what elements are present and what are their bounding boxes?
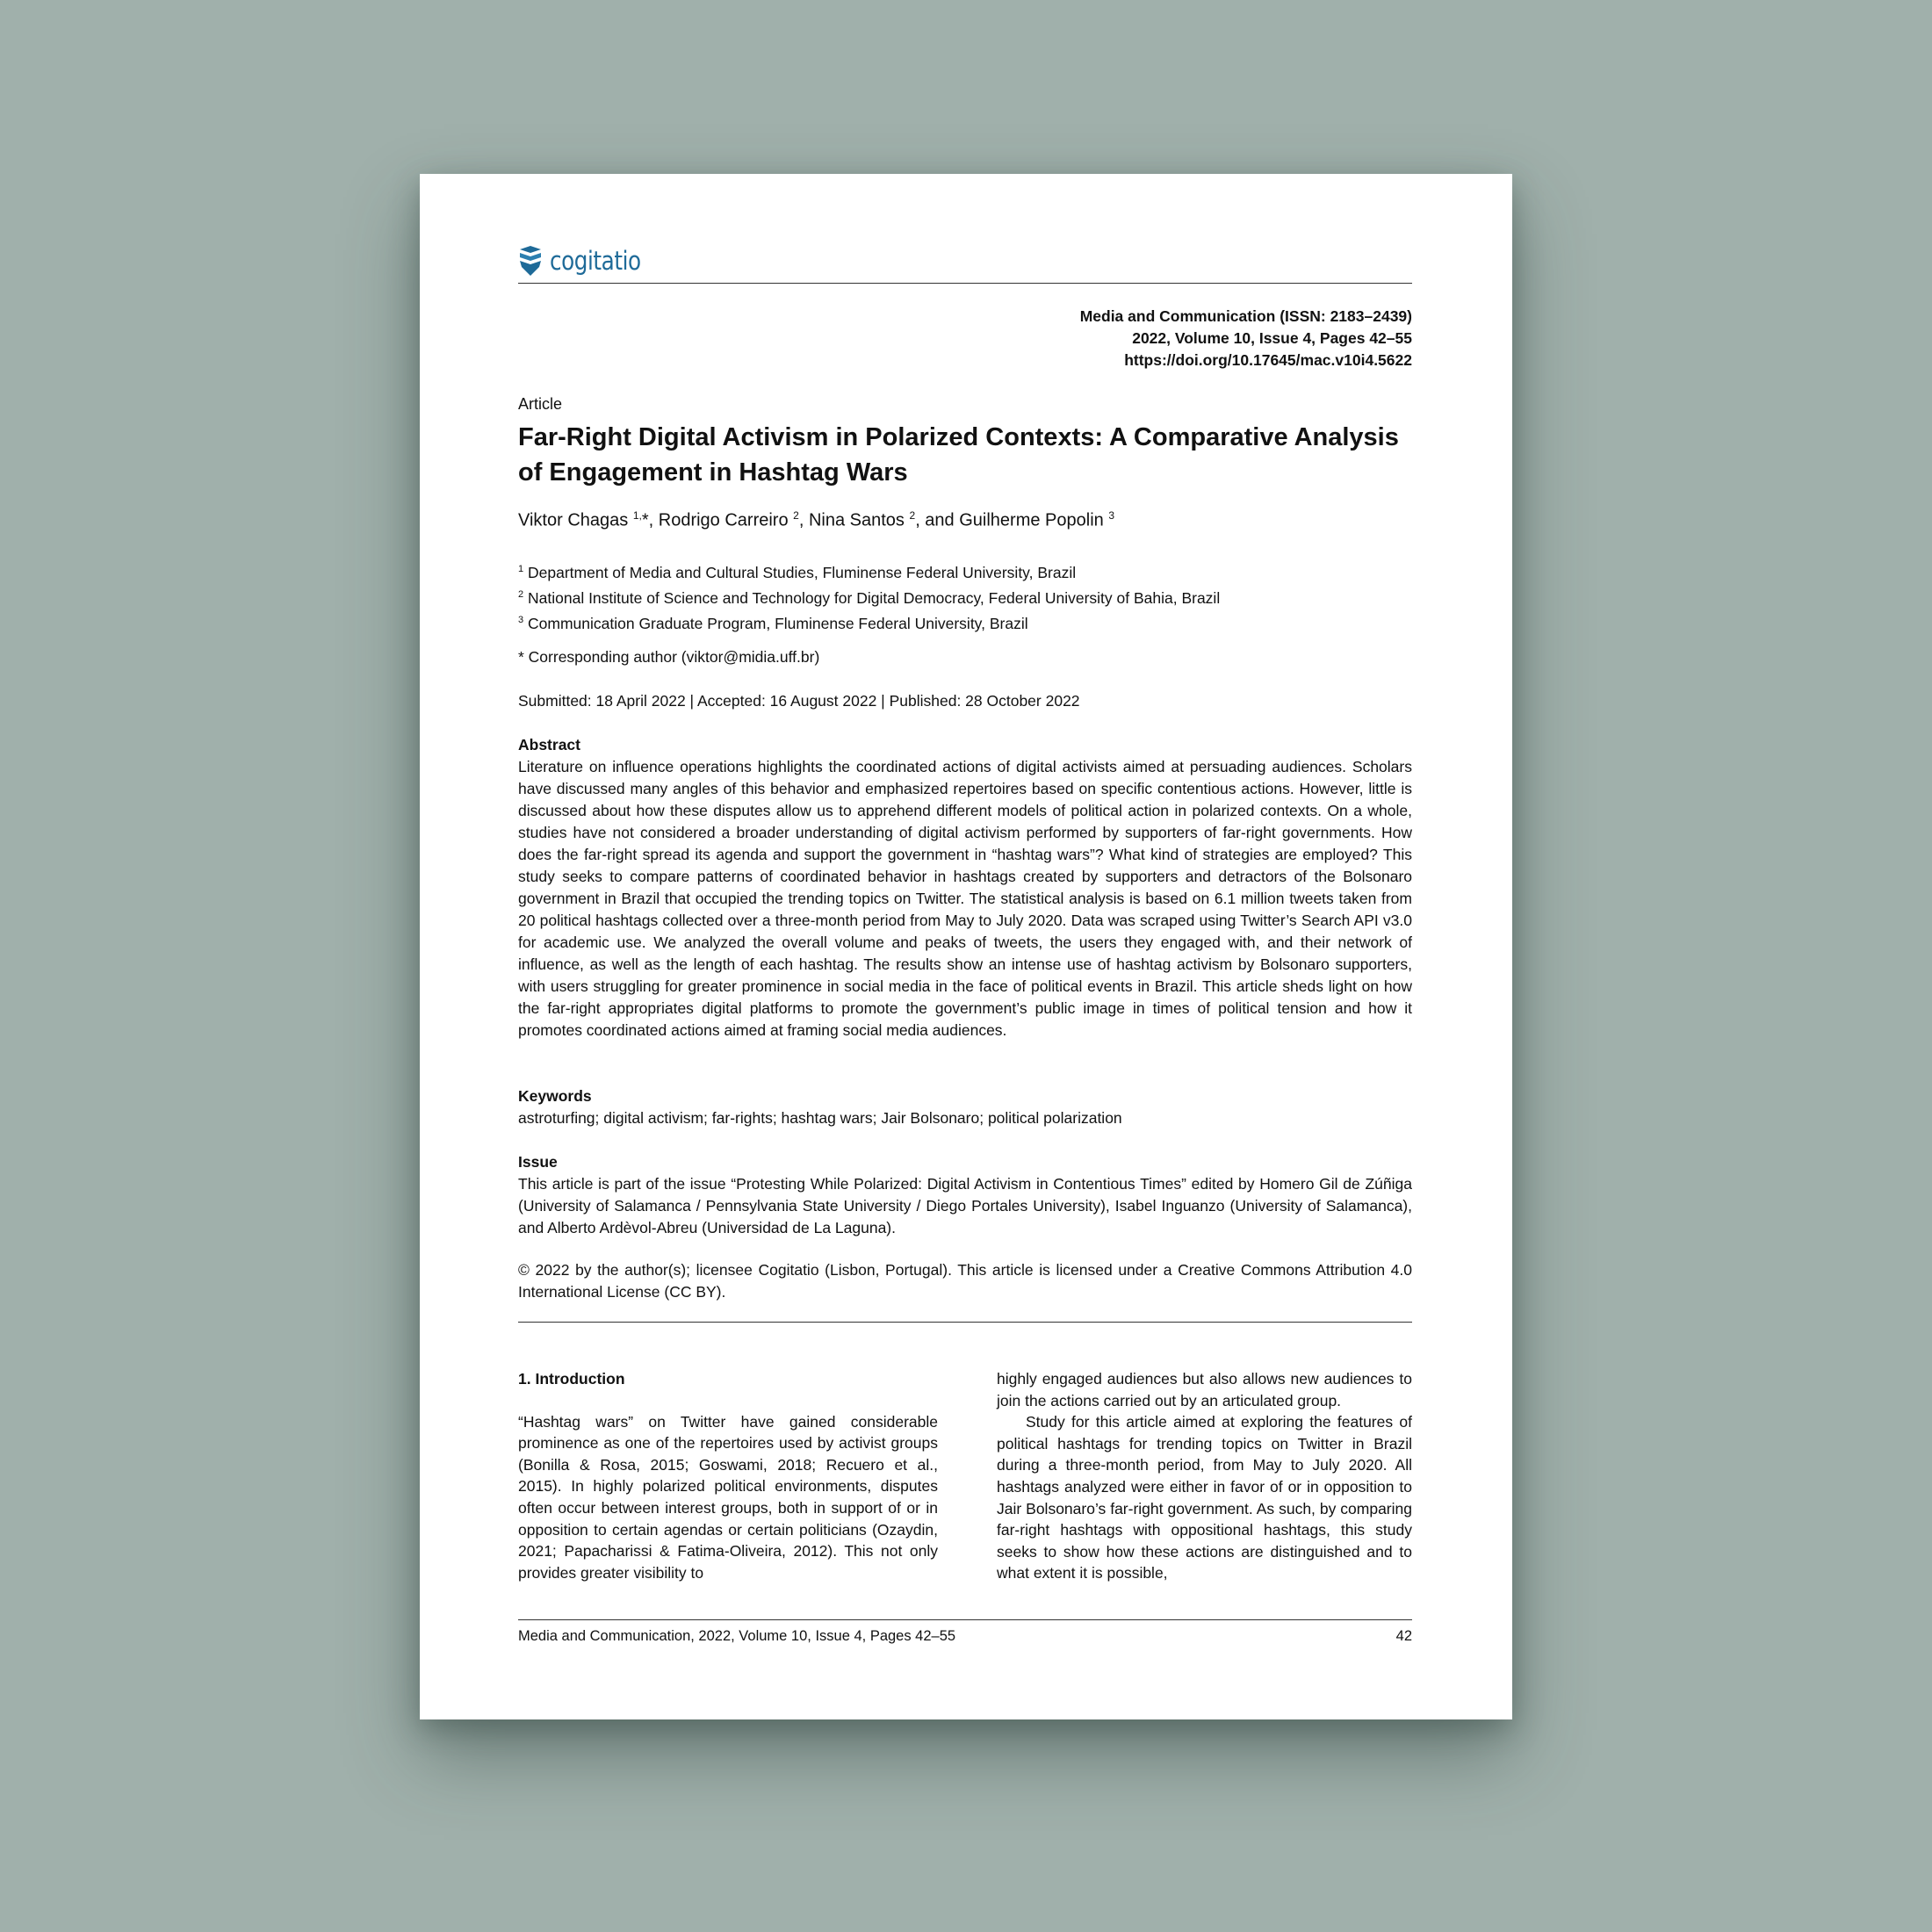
column-left <box>518 1368 938 1583</box>
affiliation-text: Communication Graduate Program, Fluminense Federal University, Brazil <box>528 614 1028 632</box>
intro-paragraph-1: “Hashtag wars” on Twitter have gained considerable prominence as one of the repertoires used by activist groups (Bonilla & Rosa, 2015; Goswami, 2018; Recuero et al., 2015). In highly polarized political environments, disputes often occur between interest groups, both in support of or in opposition to certain agendas or certain politicians (Ozaydin, 2021; Papacharissi & Fatima-Oliveira, 2012). This not only provides greater visibility to <box>518 1412 938 1582</box>
author-separator: , <box>798 510 809 530</box>
issue-text: This article is part of the issue “Protesting While Polarized: Digital Activism in Contentious Times” edited by Homero Gil de Zúñiga (University of Salamanca / Pennsylvania State University / Diego Portales University), Isabel Inguanzo (University of Salamanca), and Alberto Ardèvol-Abreu (Universidad de La Laguna). <box>518 1175 1412 1236</box>
author-name: Viktor Chagas <box>518 510 629 530</box>
page-number: 42 <box>1395 1628 1412 1644</box>
affiliation-list <box>518 559 1220 634</box>
keywords-section <box>518 1085 1412 1129</box>
cogitatio-logo-icon <box>518 244 544 278</box>
author-affil-sup: 1, <box>632 509 642 522</box>
issue-heading: Issue <box>518 1153 558 1171</box>
journal-logo <box>518 242 657 279</box>
intro-paragraph-2: Study for this article aimed at exploring the features of political hashtags for trending topics on Twitter in Brazil during a three-month period, from May to July 2020. All hashtags analyzed were either in favor of or in opposition to Jair Bolsonaro’s far-right government. As such, by comparing far-right hashtags with oppositional hashtags, this study seeks to show how these actions are distinguished and to what extent it is possible, <box>997 1413 1412 1582</box>
author-separator: *, <box>641 510 659 530</box>
author-name: Rodrigo Carreiro <box>658 510 789 530</box>
license-section <box>518 1259 1412 1303</box>
keywords-heading: Keywords <box>518 1087 592 1105</box>
header-rule <box>518 283 1412 284</box>
affiliation-num: 3 <box>518 614 524 625</box>
author-affil-sup: 3 <box>1108 509 1115 522</box>
article-type: Article <box>518 395 563 413</box>
column-right <box>997 1368 1412 1584</box>
paper-page <box>420 174 1512 1719</box>
journal-volume: 2022, Volume 10, Issue 4, Pages 42–55 <box>1132 329 1412 347</box>
footer-rule <box>518 1619 1412 1620</box>
journal-info <box>1080 306 1412 371</box>
affiliation-item <box>518 559 1220 584</box>
page-footer <box>518 1628 1412 1645</box>
logo-wordmark: cogitatio <box>550 246 641 276</box>
journal-issn: Media and Communication (ISSN: 2183–2439) <box>1079 307 1412 325</box>
affiliation-item <box>518 584 1220 609</box>
affiliation-text: Department of Media and Cultural Studies, Fluminense Federal University, Brazil <box>528 563 1077 581</box>
author-separator: , and <box>915 510 960 530</box>
affiliation-num: 1 <box>518 564 524 574</box>
issue-section <box>518 1151 1412 1239</box>
author-affil-sup: 2 <box>909 509 916 522</box>
abstract-text: Literature on influence operations highlights the coordinated actions of digital activists aimed at persuading audiences. Scholars have discussed many angles of this behavior and emphasized repertoires based on specific contentious actions. However, little is discussed about how these disputes allow us to apprehend different models of political action in polarized contexts. On a whole, studies have not considered a broader understanding of digital activism performed by supporters of far-right governments. How does the far-right spread its agenda and support the government in “hashtag wars”? What kind of strategies are employed? This study seeks to compare patterns of coordinated behavior in hashtags created by supporters and detractors of the Bolsonaro government in Brazil that occupied the trending topics on Twitter. The statistical analysis is based on 6.1 million tweets taken from 20 political hashtags collected over a three-month period from May to July 2020. Data was scraped using Twitter’s Search API v3.0 for academic use. We analyzed the overall volume and peaks of tweets, the users they engaged with, and their network of influence, as well as the length of each hashtag. The results show an intense use of hashtag activism by Bolsonaro supporters, with users struggling for greater prominence in social media in the face of political events in Brazil. This article sheds light on how the far-right appropriates digital platforms to promote the government’s public image in times of political tension and how it promotes coordinated actions aimed at framing social media audiences. <box>518 758 1412 1039</box>
journal-doi[interactable]: https://doi.org/10.17645/mac.v10i4.5622 <box>1124 351 1412 369</box>
abstract-heading: Abstract <box>518 736 580 753</box>
article-title: Far-Right Digital Activism in Polarized Contexts: A Comparative Analysis of Engagement in Hashtag Wars <box>518 423 1399 487</box>
introduction-heading: 1. Introduction <box>518 1370 625 1388</box>
corresponding-author: * Corresponding author (viktor@midia.uff.br) <box>518 648 820 666</box>
author-name: Nina Santos <box>808 510 905 530</box>
affiliation-text: National Institute of Science and Technology for Digital Democracy, Federal University of Bahia, Brazil <box>528 588 1221 607</box>
footer-citation: Media and Communication, 2022, Volume 10, Issue 4, Pages 42–55 <box>518 1628 956 1644</box>
affiliation-num: 2 <box>518 588 524 600</box>
abstract-section <box>518 734 1412 1042</box>
author-name: Guilherme Popolin <box>959 510 1104 530</box>
license-text: © 2022 by the author(s); licensee Cogitatio (Lisbon, Portugal). This article is licensed under a Creative Commons Attribution 4.0 International License (CC BY). <box>518 1261 1412 1301</box>
publication-dates: Submitted: 18 April 2022 | Accepted: 16 August 2022 | Published: 28 October 2022 <box>518 692 1080 710</box>
section-rule <box>518 1322 1412 1323</box>
author-affil-sup: 2 <box>793 509 799 522</box>
intro-paragraph-1-cont: highly engaged audiences but also allows new audiences to join the actions carried out by an articulated group. <box>997 1370 1412 1409</box>
affiliation-item <box>518 609 1220 635</box>
author-list <box>518 509 1114 531</box>
keywords-text: astroturfing; digital activism; far-rights; hashtag wars; Jair Bolsonaro; political polarization <box>518 1109 1122 1127</box>
